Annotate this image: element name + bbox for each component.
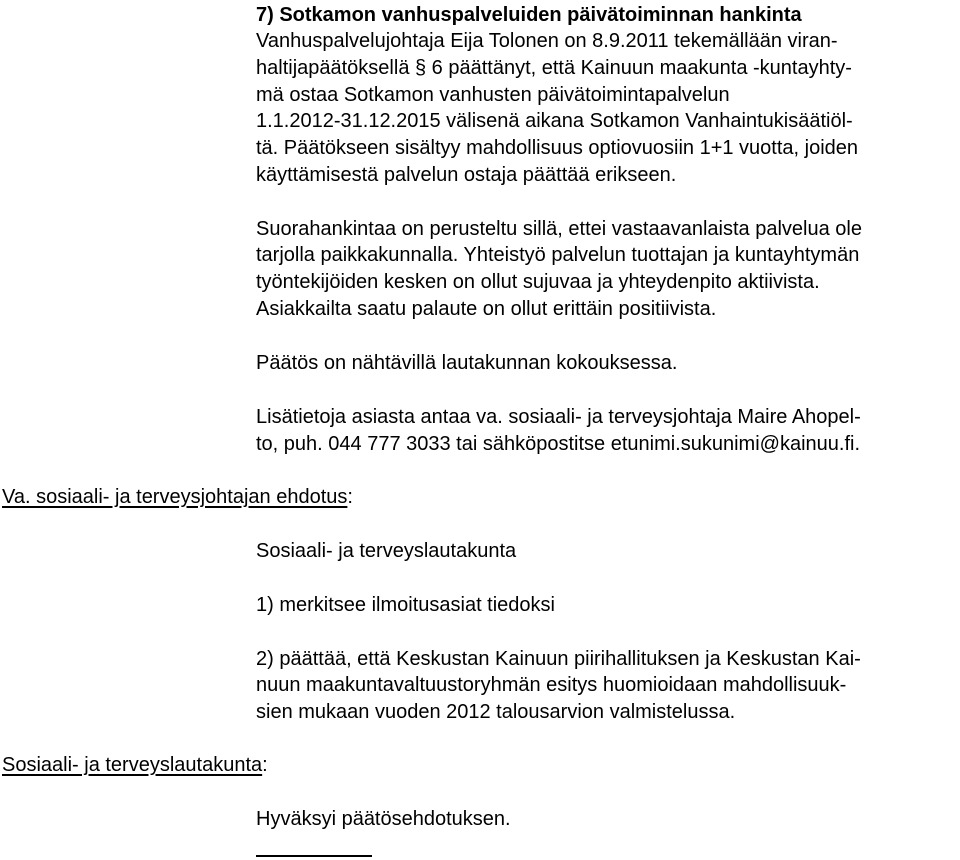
decision-label (2, 752, 268, 778)
decision-text: Hyväksyi päätösehdotuksen. (256, 808, 511, 830)
proposal-body-title: Sosiaali- ja terveyslautakunta (256, 540, 517, 562)
text-line: nuun maakuntavaltuustoryhmän esitys huomioidaan mahdollisuuk- (256, 674, 847, 696)
text-line: tarjolla paikkakunnalla. Yhteistyö palvelun tuottajan ja kuntayhtymän (256, 244, 860, 266)
text-line: työntekijöiden kesken on ollut sujuvaa ja yhteydenpito aktiivista. (256, 271, 820, 293)
signature-line (256, 855, 372, 857)
text-line: tä. Päätökseen sisältyy mahdollisuus optiovuosiin 1+1 vuotta, joiden (256, 137, 859, 159)
text-line: käyttämisestä palvelun ostaja päättää erikseen. (256, 164, 677, 186)
section-heading: 7) Sotkamon vanhuspalveluiden päivätoiminnan hankinta (256, 4, 802, 26)
text-line: mä ostaa Sotkamon vanhusten päivätoimintapalvelun (256, 84, 730, 106)
proposal-label (2, 484, 353, 510)
text-line: Lisätietoja asiasta antaa va. sosiaali- ja terveysjohtaja Maire Ahopel- (256, 406, 861, 428)
text-line: Suorahankintaa on perusteltu sillä, ettei vastaavanlaista palvelua ole (256, 218, 862, 240)
decision-label-colon: : (262, 754, 268, 776)
text-line: sien mukaan vuoden 2012 talousarvion valmistelussa. (256, 701, 736, 723)
proposal-label-text: Va. sosiaali- ja terveysjohtajan ehdotus (2, 486, 348, 508)
proposal-item-1: 1) merkitsee ilmoitusasiat tiedoksi (256, 594, 555, 616)
text-line: Asiakkailta saatu palaute on ollut erittäin positiivista. (256, 298, 717, 320)
proposal-label-colon: : (347, 486, 353, 508)
decision-label-text: Sosiaali- ja terveyslautakunta (2, 754, 263, 776)
text-line: to, puh. 044 777 3033 tai sähköpostitse etunimi.sukunimi@kainuu.fi. (256, 433, 861, 455)
paragraph-availability: Päätös on nähtävillä lautakunnan kokouksessa. (256, 352, 678, 374)
text-line: 2) päättää, että Keskustan Kainuun piirihallituksen ja Keskustan Kai- (256, 648, 861, 670)
text-line: Vanhuspalvelujohtaja Eija Tolonen on 8.9.2011 tekemällään viran- (256, 30, 838, 52)
text-line: 1.1.2012-31.12.2015 välisenä aikana Sotkamon Vanhaintukisäätiöl- (256, 110, 853, 132)
text-line: haltijapäätöksellä § 6 päättänyt, että Kainuun maakunta -kuntayhty- (256, 57, 852, 79)
